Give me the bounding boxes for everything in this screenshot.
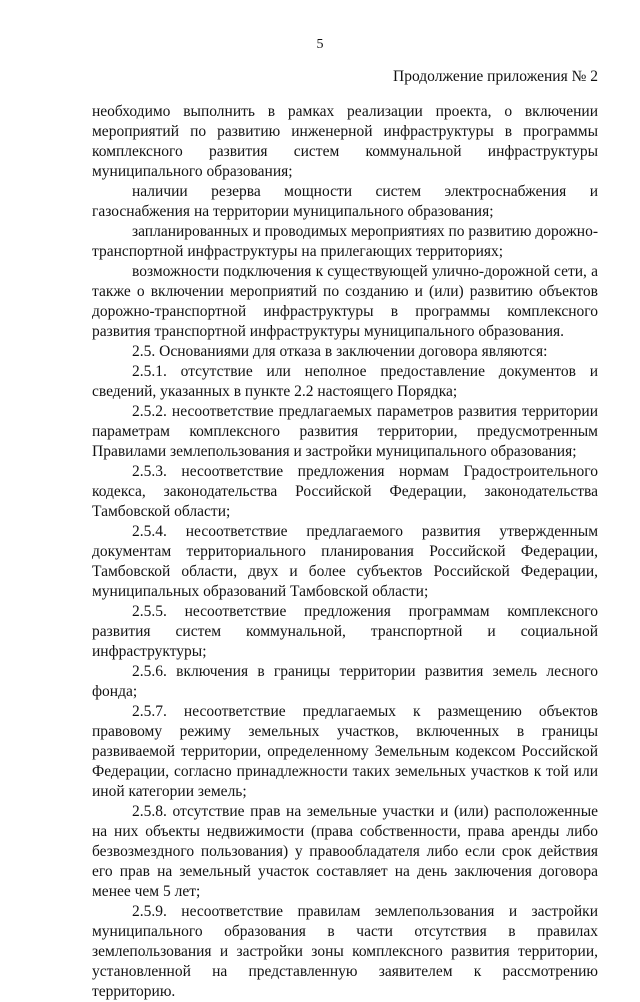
paragraph-road-network-connection: возможности подключения к существующей улично-дорожной сети, а также о включении мероприятий по созданию и (или) развитию объектов дорожно-транспортной инфраструктуры в программы комплексного развития транспортной инфраструктуры муниципального образования. (92, 263, 598, 340)
paragraph-2-5-7: 2.5.7. несоответствие предлагаемых к размещению объектов правовому режиму земельных участков, включенных в границы развиваемой территории, определенному Земельным кодексом Российской Федерации, согласно принадлежности таких земельных участков к той или иной категории земель; (92, 703, 598, 800)
paragraph-2-5-3: 2.5.3. несоответствие предложения нормам Градостроительного кодекса, законодательства Российской Федерации, законодательства Тамбовской области; (92, 463, 598, 520)
document-body (92, 102, 598, 1002)
paragraph-2-5-8: 2.5.8. отсутствие прав на земельные участки и (или) расположенные на них объекты недвижимости (права собственности, права аренды либо безвозмездного пользования) у правообладателя либо если срок действия его прав на земельный участок составляет на день заключения договора менее чем 5 лет; (92, 803, 598, 900)
paragraph-2-5-2: 2.5.2. несоответствие предлагаемых параметров развития территории параметрам комплексного развития территории, предусмотренным Правилами землепользования и застройки муниципального образования; (92, 403, 598, 460)
paragraph-2-5-4: 2.5.4. несоответствие предлагаемого развития утвержденным документам территориального планирования Российской Федерации, Тамбовской области, двух и более субъектов Российской Федерации, муниципальных образований Тамбовской области; (92, 523, 598, 600)
paragraph-power-reserve: наличии резерва мощности систем электроснабжения и газоснабжения на территории муниципального образования; (92, 183, 598, 220)
paragraph-2-5-5: 2.5.5. несоответствие предложения программам комплексного развития систем коммунальной, транспортной и социальной инфраструктуры; (92, 603, 598, 660)
paragraph-2-5-1: 2.5.1. отсутствие или неполное предоставление документов и сведений, указанных в пункте 2.2 настоящего Порядка; (92, 363, 598, 400)
appendix-heading: Продолжение приложения № 2 (393, 68, 598, 85)
paragraph-2-5-6: 2.5.6. включения в границы территории развития земель лесного фонда; (92, 663, 598, 700)
paragraph-road-infrastructure: запланированных и проводимых мероприятиях по развитию дорожно-транспортной инфраструктуры на прилегающих территориях; (92, 223, 598, 260)
paragraph-2-5-9: 2.5.9. несоответствие правилам землепользования и застройки муниципального образования в части отсутствия в правилах землепользования и застройки зоны комплексного развития территории, установленной на представленную заявителем к рассмотрению территорию. (92, 903, 598, 1000)
paragraph-2-5: 2.5. Основаниями для отказа в заключении договора являются: (132, 343, 548, 360)
page-number: 5 (316, 37, 324, 52)
paragraph-continuation: необходимо выполнить в рамках реализации проекта, о включении мероприятий по развитию инженерной инфраструктуры в программы комплексного развития систем коммунальной инфраструктуры муниципального образования; (92, 103, 598, 180)
